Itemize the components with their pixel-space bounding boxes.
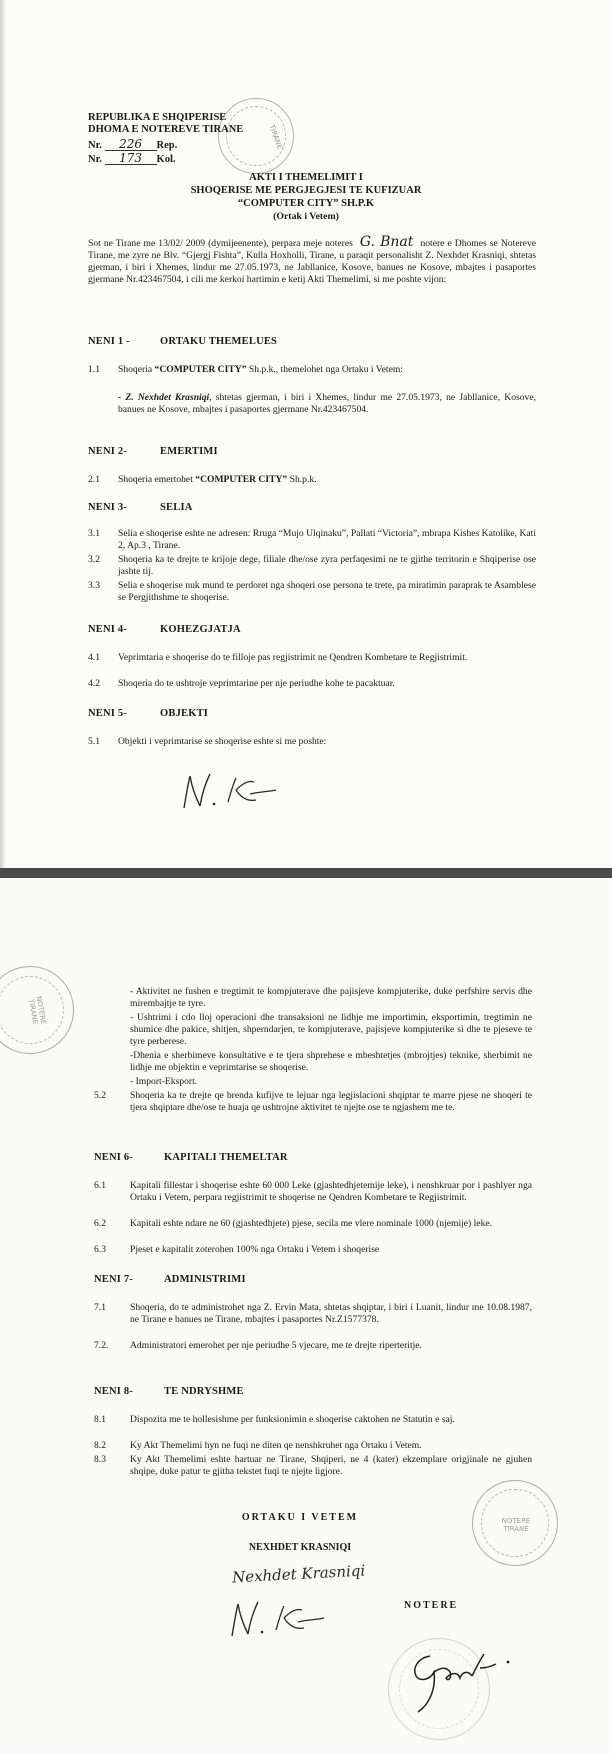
article-5-1-number: 5.1	[88, 736, 100, 747]
article-8-2-text: Ky Akt Themelimi hyn ne fuqi ne diten qe nenshkruhet nga Ortaku i Vetem.	[130, 1440, 422, 1451]
article-1-1-text	[118, 364, 538, 376]
nr-label: Nr.	[88, 154, 102, 165]
neni-1-label: NENI 1 -	[88, 336, 130, 347]
title-line-4: (Ortak i Vetem)	[273, 211, 339, 222]
activity-item-1: - Aktivitet ne fushen e tregtimit te kompjuterave dhe pajisjeve kompjuterike, duke perfshire servis dhe mirembajtje te tyre.	[130, 986, 532, 1009]
activity-item-3: -Dhenia e sherbimeve konsultative e te tjera shprehese e mbeshtetjes (mbrojtjes) teknike, sherbimit ne lidhje me objektin e veprimtarise se shoqerise.	[130, 1050, 532, 1073]
company-name: “COMPUTER CITY”	[154, 364, 247, 375]
neni-4-label: NENI 4-	[88, 624, 128, 635]
document-page-1	[0, 0, 612, 868]
article-6-2-number: 6.2	[94, 1218, 106, 1229]
article-1-1-number: 1.1	[88, 364, 100, 375]
rep-number: 226	[105, 138, 157, 151]
article-2-1-text	[118, 474, 538, 486]
article-6-1-text: Kapitali fillestar i shoqerise eshte 60 000 Leke (gjashtedhjetemije leke), i nenshkruar por i pashlyer nga Ortaku i Vetem, perpara regjistrimit te shoqerise ne Qendren Kombetare te Regjistrimit.	[130, 1180, 532, 1203]
stamp-text: NOTERE TIRANE	[501, 1517, 531, 1533]
notary-stamp	[218, 98, 294, 174]
article-7-2-number: 7.2.	[94, 1340, 109, 1351]
handwritten-name: Nexhdet Krasniqi	[231, 1561, 366, 1587]
article-5-2-number: 5.2	[94, 1090, 106, 1101]
article-2-1-number: 2.1	[88, 474, 100, 485]
kol-label: Kol.	[156, 154, 176, 165]
neni-5-label: NENI 5-	[88, 708, 128, 719]
neni-6-label: NENI 6-	[94, 1152, 134, 1163]
rep-label: Rep.	[156, 140, 178, 151]
title-line-3: “COMPUTER CITY” SH.P.K	[237, 198, 375, 209]
article-8-1-number: 8.1	[94, 1414, 106, 1425]
notary-label: NOTERE	[404, 1600, 459, 1611]
article-3-2-number: 3.2	[88, 554, 100, 565]
article-4-1-number: 4.1	[88, 652, 100, 663]
stamp-text: TIRANE	[267, 123, 284, 151]
document-page-2	[0, 878, 612, 1754]
notary-signature	[400, 1642, 540, 1722]
neni-8-label: NENI 8-	[94, 1386, 134, 1397]
article-3-3-text: Selia e shoqerise nuk mund te perdoret nga shoqeri ose persona te trete, pa miratimin paraprak te Asamblese se Pergjithshme te shoqerise.	[118, 580, 536, 603]
neni-7-title: ADMINISTRIMI	[164, 1274, 246, 1285]
header-kol-number	[88, 152, 176, 166]
neni-5-title: OBJEKTI	[160, 708, 209, 719]
founder-details: , shtetas gjerman, i biri i Xhemes, lindur me 27.05.1973, ne Jabllanice, Kosove, banues ne Kosove, mbajtes i pasaportes gjermane Nr.423467504.	[118, 392, 536, 415]
article-3-2-text: Shoqeria ka te drejte te krijoje dege, filiale dhe/ose zyra perfaqesimi ne te gjithe territorin e Shqiperise ose jashte tij.	[118, 554, 536, 577]
company-name: “COMPUTER CITY”	[195, 474, 288, 485]
activity-item-2: - Ushtrimi i cdo lloj operacioni dhe transaksioni ne lidhje me importimin, eksportimin, tregtimin ne shumice dhe pakice, shitjen, shperndarjen, te kompjuterave, pajisjeve kompjuterike si dhe te pjeseve te tyre perberese.	[130, 1012, 532, 1047]
article-4-2-text: Shoqeria do te ushtroje veprimtarine per nje periudhe kohe te pacaktuar.	[118, 678, 395, 689]
neni-2-label: NENI 2-	[88, 446, 128, 457]
article-8-1-text: Dispozita me te hollesishme per funksionimin e shoqerise caktohen ne Statutin e saj.	[130, 1414, 455, 1425]
header-rep-number	[88, 138, 177, 152]
title-line-1: AKTI I THEMELIMIT I	[249, 172, 363, 183]
article-7-1-number: 7.1	[94, 1302, 106, 1313]
scan-edge	[0, 0, 6, 868]
sole-partner-name: NEXHDET KRASNIQI	[248, 1542, 352, 1553]
article-7-1-text: Shoqeria, do te administrohet nga Z. Ervin Mata, shtetas shqiptar, i biri i Luanit, lindur me 10.08.1987, ne Tirane e banues ne Tirane, mbajtes i pasaportes Nr.Z1577378.	[130, 1302, 532, 1325]
text-part: Shoqeria	[118, 364, 155, 375]
text-part: Sh.p.k., themelohet nga Ortaku i Vetem:	[246, 364, 403, 375]
article-6-2-text: Kapitali eshte ndare ne 60 (gjashtedhjete) pjese, secila me vlere nominale 1000 (njemije) leke.	[130, 1218, 493, 1229]
nr-label: Nr.	[88, 140, 102, 151]
article-8-3-number: 8.3	[94, 1454, 106, 1465]
article-3-3-number: 3.3	[88, 580, 100, 591]
initials-signature	[176, 768, 286, 818]
notary-stamp	[0, 966, 74, 1054]
article-8-3-text: Ky Akt Themelimi eshte hartuar ne Tirane, Shqiperi, ne 4 (kater) ekzemplare origjinale ne gjuhen shqipe, duke patur te gjitha tekstet fuqi te njejte ligjore.	[130, 1454, 532, 1477]
neni-3-label: NENI 3-	[88, 502, 128, 513]
neni-4-title: KOHEZGJATJA	[160, 624, 241, 635]
kol-number: 173	[105, 152, 157, 165]
article-6-3-text: Pjeset e kapitalit zoterohen 100% nga Ortaku i Vetem i shoqerise	[130, 1244, 380, 1255]
intro-rest: notere e Dhomes se Notereve Tirane, me zyre ne Blv. “Gjergj Fishta”, Kulla Hoxholli, Tirane, u paraqit personalisht Z. Nexhdet Krasniqi, shtetas gjerman, i biri i Xhemes, lindur me 27.05.1973, ne Jabllanice, Kosove, banues ne Kosove, mbajtes i pasaportes gjermane Nr.423467504, i cili me kerkoi hartimin e ketij Akti Themelimi, si me poshte vijon:	[88, 238, 536, 285]
text-part: Sh.p.k.	[287, 474, 317, 485]
neni-1-title: ORTAKU THEMELUES	[160, 336, 278, 347]
neni-8-title: TE NDRYSHME	[164, 1386, 244, 1397]
article-3-1-number: 3.1	[88, 528, 100, 539]
handwritten-notary-name: G. Bnat	[359, 234, 414, 250]
intro-start: Sot ne Tirane me 13/02/ 2009 (dymijeenente), perpara meje noteres	[88, 238, 353, 249]
article-7-2-text: Administratori emerohet per nje periudhe 5 vjecare, me te drejte riperteritje.	[130, 1340, 422, 1351]
partner-signature	[224, 1596, 334, 1646]
header-republic: REPUBLIKA E SHQIPERISE	[88, 112, 227, 123]
neni-2-title: EMERTIMI	[160, 446, 218, 457]
text-part: Shoqeria emertohet	[118, 474, 196, 485]
article-8-2-number: 8.2	[94, 1440, 106, 1451]
article-6-3-number: 6.3	[94, 1244, 106, 1255]
article-5-1-text: Objekti i veprimtarise se shoqerise eshte si me poshte:	[118, 736, 327, 747]
sole-partner-label: ORTAKU I VETEM	[241, 1512, 359, 1523]
article-4-2-number: 4.2	[88, 678, 100, 689]
founder-description	[118, 392, 536, 416]
title-line-2: SHOQERISE ME PERGJEGJESI TE KUFIZUAR	[190, 185, 422, 196]
article-6-1-number: 6.1	[94, 1180, 106, 1191]
founder-name: - Z. Nexhdet Krasniqi	[118, 392, 210, 403]
article-4-1-text: Veprimtaria e shoqerise do te filloje pas regjistrimit ne Qendren Kombetare te Regjistrimit.	[118, 652, 468, 663]
intro-paragraph	[88, 236, 536, 286]
header-chamber: DHOMA E NOTEREVE TIRANE	[88, 124, 244, 135]
article-3-1-text: Selia e shoqerise eshte ne adresen: Rruga “Mujo Ulqinaku”, Pallati “Victoria”, mbrapa Kishes Katolike, Kati 2, Ap.3 , Tirane.	[118, 528, 536, 551]
neni-7-label: NENI 7-	[94, 1274, 134, 1285]
article-5-2-text: Shoqeria ka te drejte qe brenda kufijve te lejuar nga legjislacioni shqiptar te marre pjese ne shoqeri te tjera shqiptare dhe/ose te huaja qe ushtrojne aktivitet te njejte ose te ngjashem me te.	[130, 1090, 532, 1113]
activity-item-4: - Import-Eksport.	[130, 1076, 198, 1087]
notary-stamp	[472, 1480, 558, 1566]
neni-6-title: KAPITALI THEMELTAR	[164, 1152, 288, 1163]
neni-3-title: SELIA	[160, 502, 193, 513]
stamp-text: NOTERE TIRANE	[26, 995, 48, 1026]
